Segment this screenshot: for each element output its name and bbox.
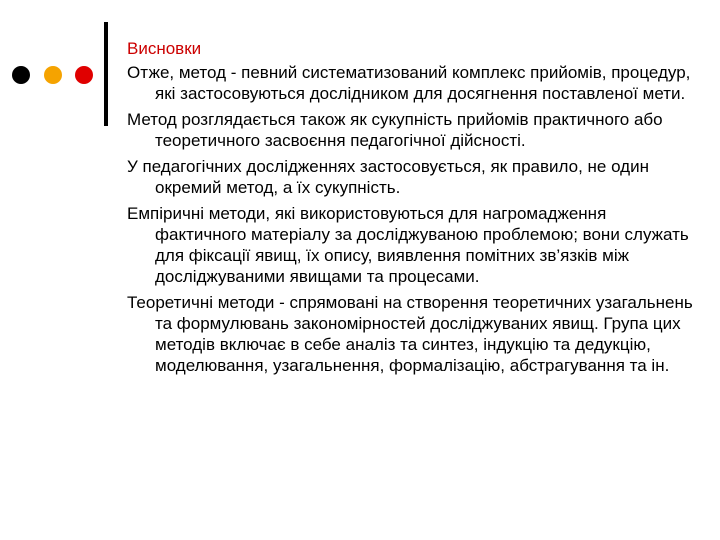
paragraph-method-definition: Отже, метод - певний систематизований комплекс прийомів, процедур, які застосовуються дослідником для досягнення поставленої мети. xyxy=(127,63,691,103)
paragraph-methods-combination: У педагогічних дослідженнях застосовується, як правило, не один окремий метод, а їх сукупність. xyxy=(127,157,649,197)
paragraph-empirical-methods: Емпіричні методи, які використовуються для нагромадження фактичного матеріалу за досліджуваною проблемою; вони служать для фіксації явищ, їх опису, виявлення помітних зв’язків між досліджуваними явищами та процесами. xyxy=(127,204,689,286)
black-bullet-dot xyxy=(12,66,30,84)
orange-bullet-dot xyxy=(44,66,62,84)
slide-title: Висновки xyxy=(127,39,202,58)
paragraph-theoretical-methods: Теоретичні методи - спрямовані на створення теоретичних узагальнень та формулювань закономірностей досліджуваних явищ. Група цих методів включає в себе аналіз та синтез, індукцію та дедукцію, моделювання, узагальнення, формалізацію, абстрагування та ін. xyxy=(127,293,693,375)
red-bullet-dot xyxy=(75,66,93,84)
paragraph-method-practice: Метод розглядається також як сукупність прийомів практичного або теоретичного засвоєння педагогічної дійсності. xyxy=(127,110,663,150)
vertical-divider xyxy=(104,22,108,126)
slide-content xyxy=(127,38,702,381)
